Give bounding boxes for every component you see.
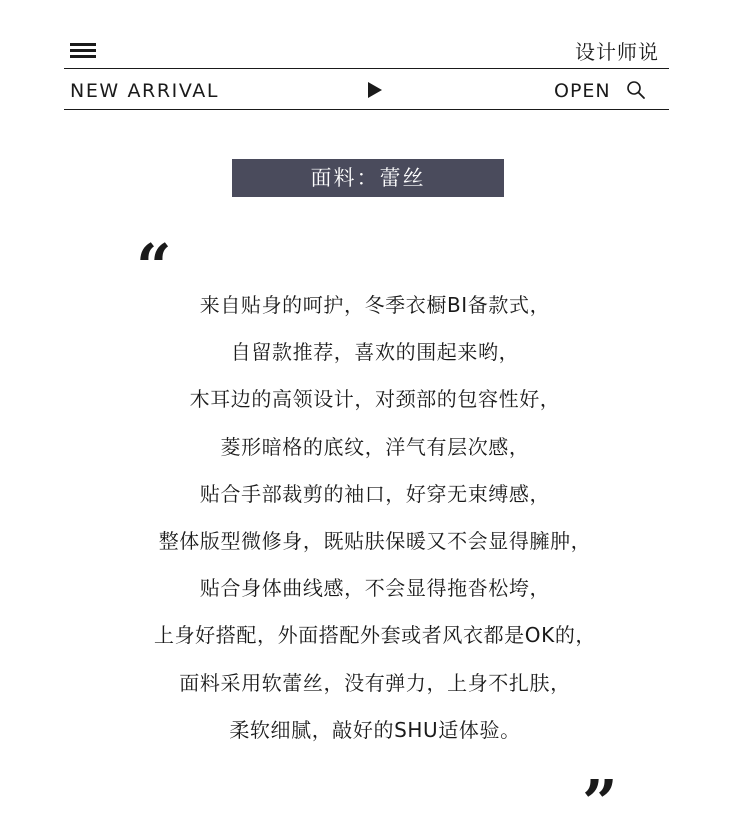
close-quote-mark: ”	[582, 766, 618, 839]
description-line: 来自贴身的呵护，冬季衣橱BI备款式，	[199, 293, 551, 317]
search-icon[interactable]	[626, 80, 646, 100]
menu-line	[70, 49, 96, 52]
description-text	[40, 282, 710, 754]
top-bar	[64, 30, 669, 69]
menu-line	[70, 43, 96, 46]
fabric-title-banner: 面料：蕾丝	[232, 159, 504, 197]
description-line: 上身好搭配，外面搭配外套或者风衣都是OK的，	[153, 623, 597, 648]
description-line: 贴合身体曲线感，不会显得拖沓松垮，	[199, 576, 551, 601]
description-line: 面料采用软蕾丝，没有弹力，上身不扎肤，	[179, 670, 571, 695]
description-line: 整体版型微修身，既贴肤保暖又不会显得臃肿，	[158, 528, 592, 553]
nav-bar	[64, 69, 669, 110]
description-line: 木耳边的高领设计，对颈部的包容性好，	[189, 387, 561, 412]
hamburger-menu-icon[interactable]	[70, 43, 96, 59]
description-line: 贴合手部裁剪的袖口，好穿无束缚感，	[199, 481, 551, 506]
brand-title: 设计师说	[575, 40, 659, 64]
description-line: 自留款推荐，喜欢的围起来哟，	[230, 340, 520, 365]
play-icon[interactable]	[368, 82, 382, 98]
new-arrival-link[interactable]: NEW ARRIVAL	[70, 80, 220, 102]
open-quote-mark: “	[136, 230, 172, 303]
description-line: 柔软细腻，敲好的SHU适体验。	[229, 717, 521, 742]
open-link[interactable]: OPEN	[554, 80, 611, 102]
description-line: 菱形暗格的底纹，洋气有层次感，	[220, 434, 530, 459]
menu-line	[70, 55, 96, 58]
